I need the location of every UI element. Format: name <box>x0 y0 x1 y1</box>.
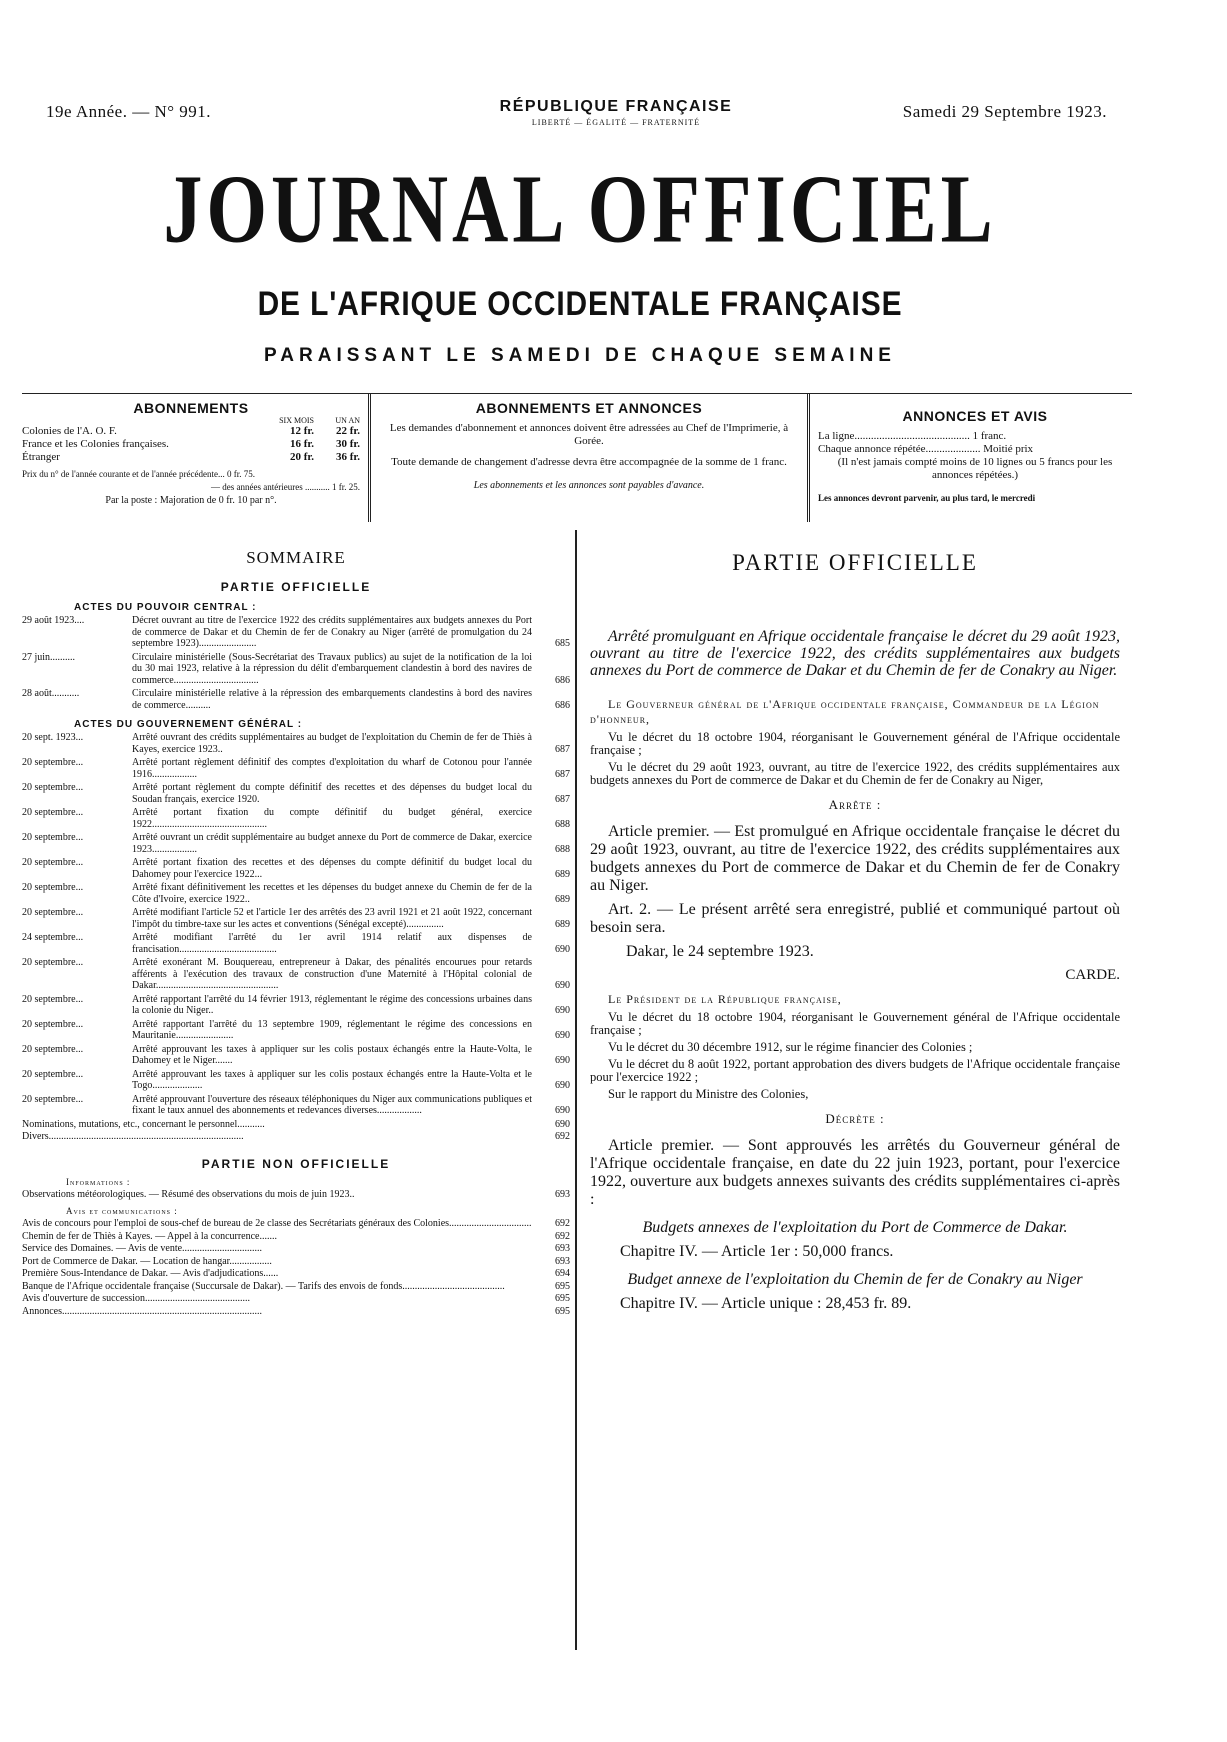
vu-paragraph: Vu le décret du 30 décembre 1912, sur le régime financier des Colonies ; <box>608 1040 973 1054</box>
entry-page: 690 <box>555 1030 570 1041</box>
entry-page: 692 <box>555 1230 570 1242</box>
abonnements-title: ABONNEMENTS <box>133 400 249 416</box>
entry-text: Annonces................................................................................ <box>22 1305 262 1317</box>
dakar-date: Dakar, le 24 septembre 1923. <box>626 943 814 960</box>
entry-date: 20 septembre... <box>22 882 84 893</box>
entry-date: 20 septembre... <box>22 1093 84 1105</box>
entry-date: 20 septembre... <box>22 1068 84 1080</box>
sommaire-partie-officielle: PARTIE OFFICIELLE <box>220 580 372 594</box>
sommaire-entry <box>22 782 570 805</box>
entry-text: Circulaire ministérielle (Sous-Secrétariat des Travaux publics) au sujet de la notification de la loi du 30 mai 1923, relative à la répression du délit d'embarquement clandestin à bord des navires de commerce.................................. <box>132 651 532 686</box>
entry-page: 693 <box>555 1255 570 1267</box>
sommaire-entry <box>22 907 570 930</box>
entry-page: 686 <box>555 674 570 686</box>
entry-date: 20 septembre... <box>22 782 84 793</box>
ab-annonces-text: Toute demande de changement d'adresse devra être accompagnée de la somme de 1 franc. <box>391 456 787 468</box>
subscription-box <box>22 393 1132 523</box>
entry-page: 689 <box>555 893 570 905</box>
general-list <box>22 732 570 1117</box>
sommaire-entry <box>22 1243 570 1255</box>
vu-paragraph: Vu le décret du 8 août 1922, portant approbation des divers budgets de l'Afrique occidentale française pour l'exercice 1922 ; <box>590 1057 1120 1084</box>
entry-text: Arrêté fixant définitivement les recettes et les dépenses du budget annexe du Chemin de fer de la Côte d'Ivoire, exercice 1922.. <box>132 882 532 905</box>
entry-page: 695 <box>555 1293 570 1304</box>
sommaire-entry <box>22 807 570 830</box>
entry-date: 20 septembre... <box>22 993 84 1005</box>
entry-text: Service des Domaines. — Avis de vente................................ <box>22 1243 263 1254</box>
entry-page: 688 <box>555 818 570 830</box>
sommaire-entry <box>22 1281 570 1293</box>
article-premier: Article premier. — Est promulgué en Afrique occidentale française le décret du 29 août 1923, ouvrant, au titre de l'exercice 1922, des crédits supplémentaires aux budgets annexes du Port de commerce de Dakar et du Chemin de fer de Conakry au Niger. <box>590 823 1120 894</box>
decrete-label: Décrète : <box>825 1111 885 1126</box>
entry-text: Observations météorologiques. — Résumé des observations du mois de juin 1923.. <box>22 1188 355 1200</box>
abonnements-heads: SIX MOIS UN AN <box>279 416 360 425</box>
sommaire-entry <box>22 1019 570 1042</box>
annonces-text: Les annonces devront parvenir, au plus tard, le mercredi <box>818 493 1036 503</box>
vu-paragraph: Vu le décret du 29 août 1923, ouvrant, au titre de l'exercice 1922, des crédits supplémentaires aux budgets annexes du Port de commerce de Dakar et du Chemin de fer de Conakry au Niger, <box>590 760 1120 787</box>
entry-date: 29 août 1923.... <box>22 615 85 626</box>
sommaire-entry <box>22 732 570 755</box>
entry-text: Nominations, mutations, etc., concernant le personnel........... <box>22 1118 265 1130</box>
entry-text: Décret ouvrant au titre de l'exercice 1922 des crédits supplémentaires aux budgets annexes du Port de commerce de Dakar et du Chemin de fer de Conakry au Niger (arrêté de promulgation du 24 septembre 1923)....................... <box>132 615 532 649</box>
sommaire-entry <box>22 994 570 1017</box>
sommaire-entry <box>22 1218 570 1230</box>
entry-page: 693 <box>555 1243 570 1254</box>
article-2: Art. 2. — Le présent arrêté sera enregistré, publié et communiqué partout où besoin sera. <box>590 901 1120 936</box>
entry-text: Arrêté approuvant les taxes à appliquer sur les colis postaux échangés entre la Haute-Volta et le Togo.................... <box>132 1068 532 1091</box>
entry-page: 690 <box>555 1105 570 1116</box>
abonnements-column <box>22 394 360 522</box>
entry-date: 20 septembre... <box>22 1043 84 1055</box>
ab-annonces-text: Les abonnements et les annonces sont payables d'avance. <box>473 480 705 491</box>
annonces-text: (Il n'est jamais compté moins de 10 lignes ou 5 francs pour les annonces répétées.) <box>837 456 1113 481</box>
article-premier-decret: Article premier. — Sont approuvés les arrêtés du Gouverneur général de l'Afrique occidentale française, en date du 22 juin 1923, portant, pour l'exercice 1922, ouverture aux budgets annexes suivants des crédits supplémentaires ci-après : <box>590 1137 1120 1208</box>
publication-frequency: PARAISSANT LE SAMEDI DE CHAQUE SEMAINE <box>264 345 896 366</box>
entry-text: Arrêté portant fixation des recettes et des dépenses du compte définitif du budget local du Dahomey pour l'exercice 1922... <box>132 857 532 880</box>
journal-subtitle: DE L'AFRIQUE OCCIDENTALE FRANÇAISE <box>257 285 903 323</box>
annonces-text: La ligne.......................................... 1 franc. <box>818 430 1007 442</box>
sommaire-entry <box>22 1306 570 1318</box>
entry-page: 687 <box>555 768 570 780</box>
sommaire-title: SOMMAIRE <box>246 548 346 567</box>
annonces-title: ANNONCES ET AVIS <box>902 408 1048 424</box>
arrete-intro: Arrêté promulguant en Afrique occidentale française le décret du 29 août 1923, ouvrant au titre de l'exercice 1922, des crédits supplémentaires aux budgets annexes du Port de commerce de Dakar et du Chemin de fer de Conakry au Niger. <box>590 628 1120 679</box>
arrete-label: Arrête : <box>828 797 882 812</box>
sommaire-entry <box>22 688 570 711</box>
vu-paragraph: Sur le rapport du Ministre des Colonies, <box>608 1087 809 1101</box>
ab-annonces-text: Les demandes d'abonnement et annonces doivent être adressées au Chef de l'Imprimerie, à Gorée. <box>389 422 789 447</box>
entry-text: Port de Commerce de Dakar. — Location de hangar................. <box>22 1255 272 1267</box>
entry-page: 686 <box>555 699 570 711</box>
entry-text: Première Sous-Intendance de Dakar. — Avis d'adjudications...... <box>22 1268 279 1279</box>
issue-date: Samedi 29 Septembre 1923. <box>902 102 1107 121</box>
entry-text: Arrêté rapportant l'arrêté du 14 février 1913, réglementant le régime des concessions urbaines dans la colonie du Niger.. <box>132 993 532 1016</box>
sommaire-entry <box>22 1256 570 1268</box>
abonnement-row: France et les Colonies françaises. 16 fr. 30 fr. <box>22 438 360 450</box>
motto: LIBERTÉ — ÉGALITÉ — FRATERNITÉ <box>531 118 701 127</box>
annonces-column <box>818 394 1132 522</box>
column-separator <box>575 530 577 1650</box>
entry-text: Arrêté modifiant l'arrêté du 1er avril 1914 relatif aux dispenses de francisation....................................... <box>132 932 532 955</box>
info-list <box>22 1189 570 1201</box>
entry-text: Arrêté approuvant l'ouverture des réseaux téléphoniques du Niger aux communications publiques et fixant le taux annuel des abonnements et redevances diverses.................. <box>132 1093 532 1116</box>
entry-page: 687 <box>555 743 570 755</box>
sommaire-entry <box>22 1189 570 1201</box>
entry-date: 20 septembre... <box>22 757 84 768</box>
sommaire-entry <box>22 615 570 650</box>
entry-text: Arrêté ouvrant un crédit supplémentaire au budget annexe du Port de commerce de Dakar, exercice 1923.................. <box>132 832 532 855</box>
entry-text: Arrêté rapportant l'arrêté du 13 septembre 1909, réglementant le régime des concessions en Mauritanie....................... <box>132 1018 532 1041</box>
chapitre-line: Chapitre IV. — Article 1er : 50,000 francs. <box>620 1243 894 1260</box>
entry-text: Arrêté ouvrant des crédits supplémentaires au budget de l'exploitation du Chemin de fer de Thiès à Kayes, exercice 1923.. <box>132 732 532 755</box>
sommaire-entry <box>22 857 570 880</box>
president-line: Le Président de la République française, <box>608 992 842 1006</box>
entry-page: 692 <box>555 1218 570 1229</box>
vu-paragraph: Vu le décret du 18 octobre 1904, réorganisant le Gouvernement général de l'Afrique occidentale française ; <box>590 730 1120 757</box>
central-list <box>22 615 570 711</box>
gouverneur-line: Le Gouverneur général de l'Afrique occidentale française, Commandeur de la Légion d'honneur, <box>590 697 1100 726</box>
poste-majoration: Par la poste : Majoration de 0 fr. 10 par n°. <box>105 495 277 506</box>
entry-page: 690 <box>555 980 570 991</box>
entry-text: Arrêté portant règlement du compte définitif des recettes et des dépenses du budget local du Soudan français, exercice 1920. <box>132 782 532 805</box>
budget-heading: Budgets annexes de l'exploitation du Port de Commerce de Dakar. <box>642 1219 1068 1236</box>
entry-date: 24 septembre... <box>22 932 84 943</box>
entry-page: 695 <box>555 1305 570 1317</box>
vu-paragraph: Vu le décret du 18 octobre 1904, réorganisant le Gouvernement général de l'Afrique occidentale française ; <box>590 1010 1120 1037</box>
entry-date: 20 septembre... <box>22 907 84 918</box>
entry-page: 695 <box>555 1280 570 1292</box>
entry-text: Divers.............................................................................. <box>22 1131 244 1142</box>
entry-text: Avis d'ouverture de succession.......................................... <box>22 1293 250 1304</box>
entry-page: 689 <box>555 868 570 880</box>
ab-annonces-title: ABONNEMENTS ET ANNONCES <box>475 400 703 416</box>
entry-date: 20 septembre... <box>22 1018 84 1030</box>
sommaire-entry <box>22 1293 570 1305</box>
entry-date: 20 septembre... <box>22 832 84 843</box>
entry-page: 690 <box>555 1055 570 1066</box>
entry-text: Arrêté portant fixation du compte définitif du budget général, exercice 1922.............................................. <box>132 807 532 830</box>
budget-heading: Budget annexe de l'exploitation du Chemin de fer de Conakry au Niger <box>627 1271 1083 1288</box>
actes-general-heading: ACTES DU GOUVERNEMENT GÉNÉRAL : <box>74 719 303 730</box>
entry-text: Chemin de fer de Thiès à Kayes. — Appel à la concurrence....... <box>22 1230 277 1242</box>
entry-date: 20 sept. 1923... <box>22 732 84 743</box>
abonnement-row: Colonies de l'A. O. F. 12 fr. 22 fr. <box>22 425 360 437</box>
prix-numero: Prix du n° de l'année courante et de l'année précédente... 0 fr. 75. <box>22 469 255 479</box>
misc-list <box>22 1119 570 1143</box>
entry-page: 687 <box>555 793 570 805</box>
entry-page: 690 <box>555 1005 570 1016</box>
entry-page: 694 <box>555 1268 570 1279</box>
entry-page: 690 <box>555 1118 570 1130</box>
actes-central-heading: ACTES DU POUVOIR CENTRAL : <box>74 602 257 613</box>
sommaire-partie-non-officielle: PARTIE NON OFFICIELLE <box>201 1156 391 1171</box>
entry-text: Avis de concours pour l'emploi de sous-chef de bureau de 2e classe des Secrétariats généraux des Colonies................................. <box>22 1218 532 1229</box>
sommaire-entry <box>22 652 570 687</box>
republic-block <box>426 98 806 127</box>
entry-text: Arrêté modifiant l'article 52 et l'article 1er des arrêtés des 23 avril 1921 et 21 août 1922, concernant l'impôt du timbre-taxe sur les actes et conventions (Sénégal excepté)............... <box>132 907 532 930</box>
informations-heading: Informations : <box>66 1176 131 1187</box>
masthead-top <box>46 98 1107 138</box>
partie-officielle-title: PARTIE OFFICIELLE <box>732 550 978 575</box>
entry-date: 28 août........... <box>22 688 80 699</box>
partie-officielle-column <box>590 548 1120 1313</box>
entry-date: 20 septembre... <box>22 957 84 968</box>
entry-page: 693 <box>555 1188 570 1200</box>
entry-date: 20 septembre... <box>22 807 84 818</box>
sommaire-entry <box>22 1094 570 1117</box>
sommaire-entry <box>22 1231 570 1243</box>
chapitre-line: Chapitre IV. — Article unique : 28,453 fr. 89. <box>620 1295 912 1312</box>
sommaire-entry <box>22 1069 570 1092</box>
sommaire-entry <box>22 957 570 992</box>
entry-page: 690 <box>555 943 570 955</box>
entry-text: Banque de l'Afrique occidentale française (Succursale de Dakar). — Tarifs des envois de fonds......................................... <box>22 1280 505 1292</box>
entry-date: 27 juin.......... <box>22 651 76 663</box>
entry-text: Arrêté portant règlement définitif des comptes d'exploitation du wharf de Cotonou pour l'année 1916.................. <box>132 757 532 780</box>
entry-text: Arrêté approuvant les taxes à appliquer sur les colis postaux échangés entre la Haute-Volta, le Dahomey et le Niger....... <box>132 1043 532 1066</box>
avis-heading: Avis et communications : <box>66 1206 178 1216</box>
annonces-text: Chaque annonce répétée.................... Moitié prix <box>818 443 1034 455</box>
entry-page: 692 <box>555 1131 570 1142</box>
abonnements-annonces-column <box>368 394 810 522</box>
avis-list <box>22 1218 570 1317</box>
sommaire-entry <box>22 1044 570 1067</box>
republic-label: RÉPUBLIQUE FRANÇAISE <box>499 98 733 115</box>
entry-page: 685 <box>555 638 570 649</box>
signature: CARDE. <box>1065 967 1120 983</box>
journal-title: JOURNAL OFFICIEL <box>163 153 997 263</box>
abonnement-row: Étranger 20 fr. 36 fr. <box>22 451 360 463</box>
entry-text: Circulaire ministérielle relative à la répression des embarquements clandestins à bord des navires de commerce.......... <box>132 688 532 711</box>
sommaire-entry <box>22 882 570 905</box>
issue-number: 19e Année. — N° 991. <box>46 102 212 121</box>
sommaire-entry <box>22 932 570 955</box>
sommaire-entry <box>22 1268 570 1280</box>
entry-page: 688 <box>555 843 570 855</box>
sommaire-entry <box>22 1131 570 1143</box>
sommaire-entry <box>22 1119 570 1131</box>
entry-page: 690 <box>555 1080 570 1091</box>
entry-date: 20 septembre... <box>22 857 84 868</box>
sommaire-entry <box>22 757 570 780</box>
sommaire-column <box>22 548 570 1318</box>
sommaire-entry <box>22 832 570 855</box>
entry-text: Arrêté exonérant M. Bouquereau, entrepreneur à Dakar, des pénalités encourues pour retards afférents à l'exécution des travaux de construction d'une Maternité à l'Hôpital colonial de Dakar................................................. <box>132 957 532 991</box>
entry-page: 689 <box>555 918 570 930</box>
prix-anterieurs: — des années antérieures ........... 1 fr. 25. <box>211 482 360 492</box>
